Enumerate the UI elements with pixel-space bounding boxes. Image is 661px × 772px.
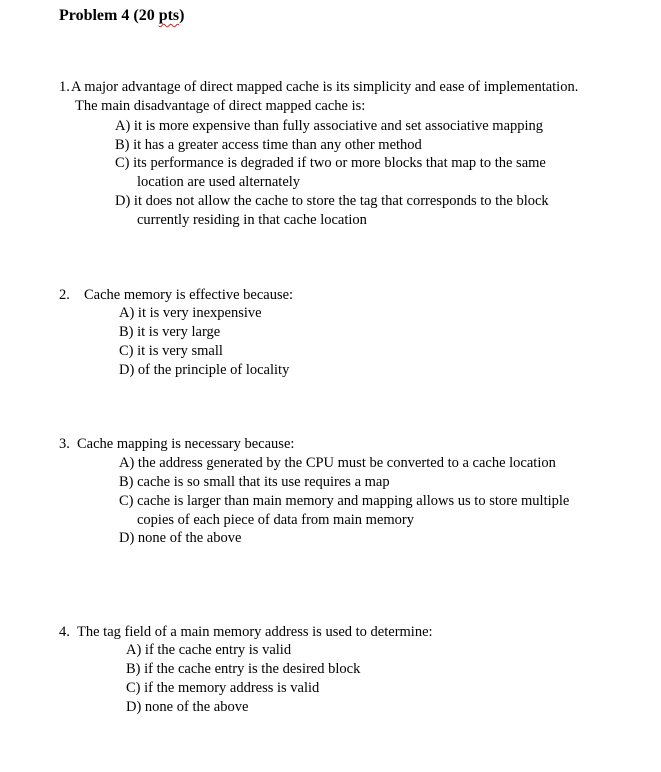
question-1-option-c-cont: location are used alternately bbox=[137, 174, 301, 190]
question-1-option-a: A) it is more expensive than fully associative and set associative mapping bbox=[115, 118, 544, 134]
question-4-option-b: B) if the cache entry is the desired block bbox=[126, 661, 361, 677]
question-3-option-a: A) the address generated by the CPU must be converted to a cache location bbox=[119, 455, 556, 471]
problem-title-text: Problem 4 (20 bbox=[59, 7, 159, 24]
question-2-number: 2. bbox=[59, 287, 70, 303]
question-2-option-d: D) of the principle of locality bbox=[119, 362, 290, 378]
question-4-number: 4. bbox=[59, 624, 70, 640]
question-2-option-a: A) it is very inexpensive bbox=[119, 305, 262, 321]
question-1-option-b: B) it has a greater access time than any other method bbox=[115, 137, 422, 153]
question-3-option-d: D) none of the above bbox=[119, 530, 242, 546]
question-4-option-a: A) if the cache entry is valid bbox=[126, 642, 292, 658]
problem-title bbox=[59, 7, 184, 25]
question-2-option-b: B) it is very large bbox=[119, 324, 221, 340]
question-1-option-d: D) it does not allow the cache to store the tag that corresponds to the block bbox=[115, 193, 549, 209]
question-4-text: The tag field of a main memory address is used to determine: bbox=[77, 624, 433, 640]
question-1-text-line-1: A major advantage of direct mapped cache is its simplicity and ease of implementation. bbox=[71, 79, 579, 95]
question-3-option-c: C) cache is larger than main memory and mapping allows us to store multiple bbox=[119, 493, 570, 509]
problem-title-close: ) bbox=[179, 7, 185, 24]
question-2-text: Cache memory is effective because: bbox=[84, 287, 294, 303]
question-4-option-d: D) none of the above bbox=[126, 699, 249, 715]
question-3-text: Cache mapping is necessary because: bbox=[77, 436, 295, 452]
question-3-option-c-cont: copies of each piece of data from main memory bbox=[137, 512, 414, 528]
question-1-option-c: C) its performance is degraded if two or more blocks that map to the same bbox=[115, 155, 546, 171]
question-3-option-b: B) cache is so small that its use requires a map bbox=[119, 474, 390, 490]
question-3-number: 3. bbox=[59, 436, 70, 452]
question-2-option-c: C) it is very small bbox=[119, 343, 223, 359]
question-1-option-d-cont: currently residing in that cache location bbox=[137, 212, 367, 228]
question-4-option-c: C) if the memory address is valid bbox=[126, 680, 320, 696]
points-abbrev: pts bbox=[158, 7, 180, 24]
question-1-text-line-2: The main disadvantage of direct mapped cache is: bbox=[75, 98, 366, 114]
question-1-number: 1. bbox=[59, 79, 70, 95]
